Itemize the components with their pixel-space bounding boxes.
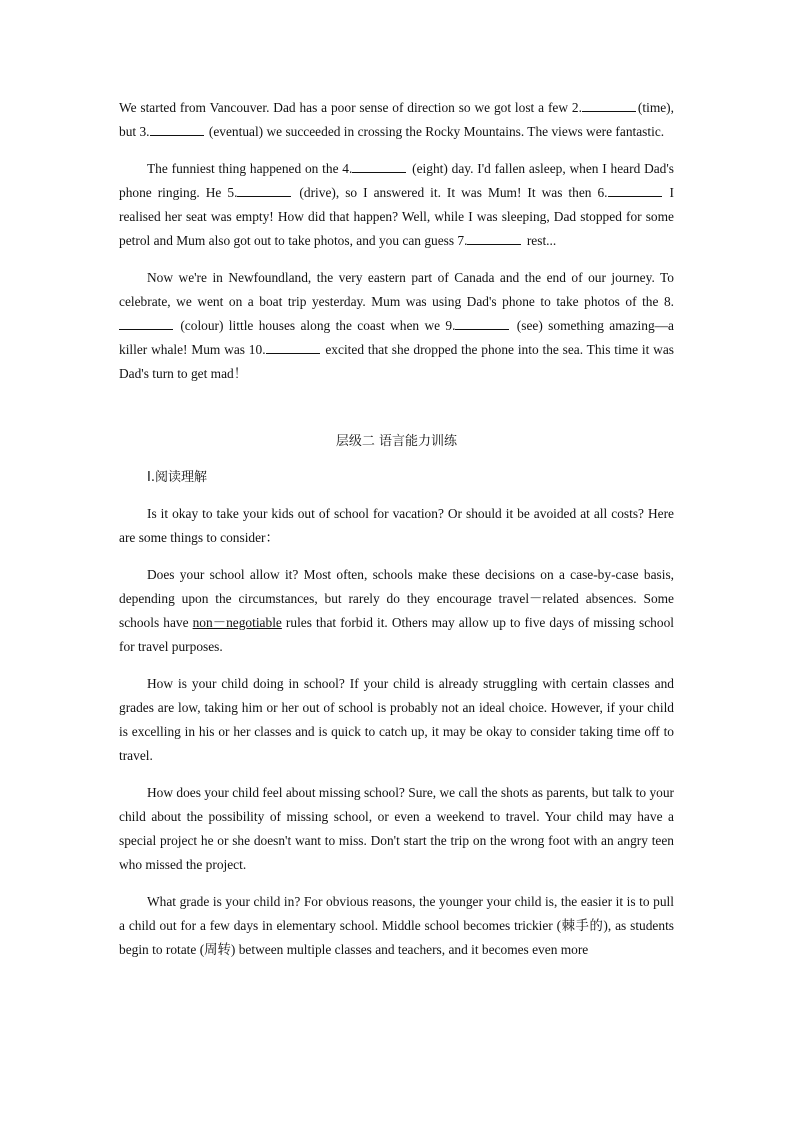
blank-9[interactable]: [455, 316, 509, 330]
reading-paragraph-5: What grade is your child in? For obvious reasons, the younger your child is, the easier it is to pull a child out for a few days in elementary school. Middle school becomes trickier (棘手的), as students begin to rotate (周转) between multiple classes and teachers, and it becomes even more: [119, 894, 674, 957]
exercise-paragraph-3: Now we're in Newfoundland, the very eastern part of Canada and the end of our journey. To celebrate, we went on a boat trip yesterday. Mum was using Dad's phone to take photos of the 8. (colour) little houses along the coast when we 9. (see) something amazing—a killer whale! Mum was 10. excited that she dropped the phone into the sea. This time it was Dad's turn to get mad！: [119, 270, 674, 381]
blank-4[interactable]: [352, 159, 406, 173]
section-subhead: Ⅰ.阅读理解: [147, 470, 207, 485]
blank-10[interactable]: [266, 340, 320, 354]
blank-6[interactable]: [608, 183, 662, 197]
reading-paragraph-4: How does your child feel about missing school? Sure, we call the shots as parents, but talk to your child about the possibility of missing school, or even a weekend to travel. Your child may have a special project he or she doesn't want to miss. Don't start the trip on the wrong foot with an angry teen who missed the project.: [119, 785, 674, 872]
document-content: [119, 96, 674, 975]
exercise-paragraph-1: We started from Vancouver. Dad has a poor sense of direction so we got lost a few 2. (time), but 3. (eventual) we succeeded in crossing the Rocky Mountains. The views were fantastic.: [119, 100, 674, 139]
underlined-term: non－negotiable: [192, 615, 282, 630]
reading-paragraph-3: How is your child doing in school? If your child is already struggling with certain classes and grades are low, taking him or her out of school is probably not an ideal choice. However, if your child is excelling in his or her classes and is quick to catch up, it may be okay to consider taking time off to travel.: [119, 676, 674, 763]
section-title: 层级二 语言能力训练: [335, 434, 458, 449]
blank-7[interactable]: [467, 231, 521, 245]
blank-3[interactable]: [150, 122, 204, 136]
reading-paragraph-1: Is it okay to take your kids out of school for vacation? Or should it be avoided at all costs? Here are some things to consider：: [119, 506, 674, 545]
blank-2[interactable]: [582, 98, 636, 112]
exercise-paragraph-2: The funniest thing happened on the 4. (eight) day. I'd fallen asleep, when I heard Dad's phone ringing. He 5. (drive), so I answered it. It was Mum! It was then 6. I realised her seat was empty! How did that happen? Well, while I was sleeping, Dad stopped for some petrol and Mum also got out to take photos, and you can guess 7. rest...: [119, 161, 675, 248]
blank-5[interactable]: [237, 183, 291, 197]
reading-paragraph-2: Does your school allow it? Most often, schools make these decisions on a case-by-case basis, depending upon the circumstances, but rarely do they encourage travel－related absences. Some schools have non－negotiable rules that forbid it. Others may allow up to five days of missing school for travel purposes.: [119, 567, 674, 654]
blank-8[interactable]: [119, 316, 173, 330]
